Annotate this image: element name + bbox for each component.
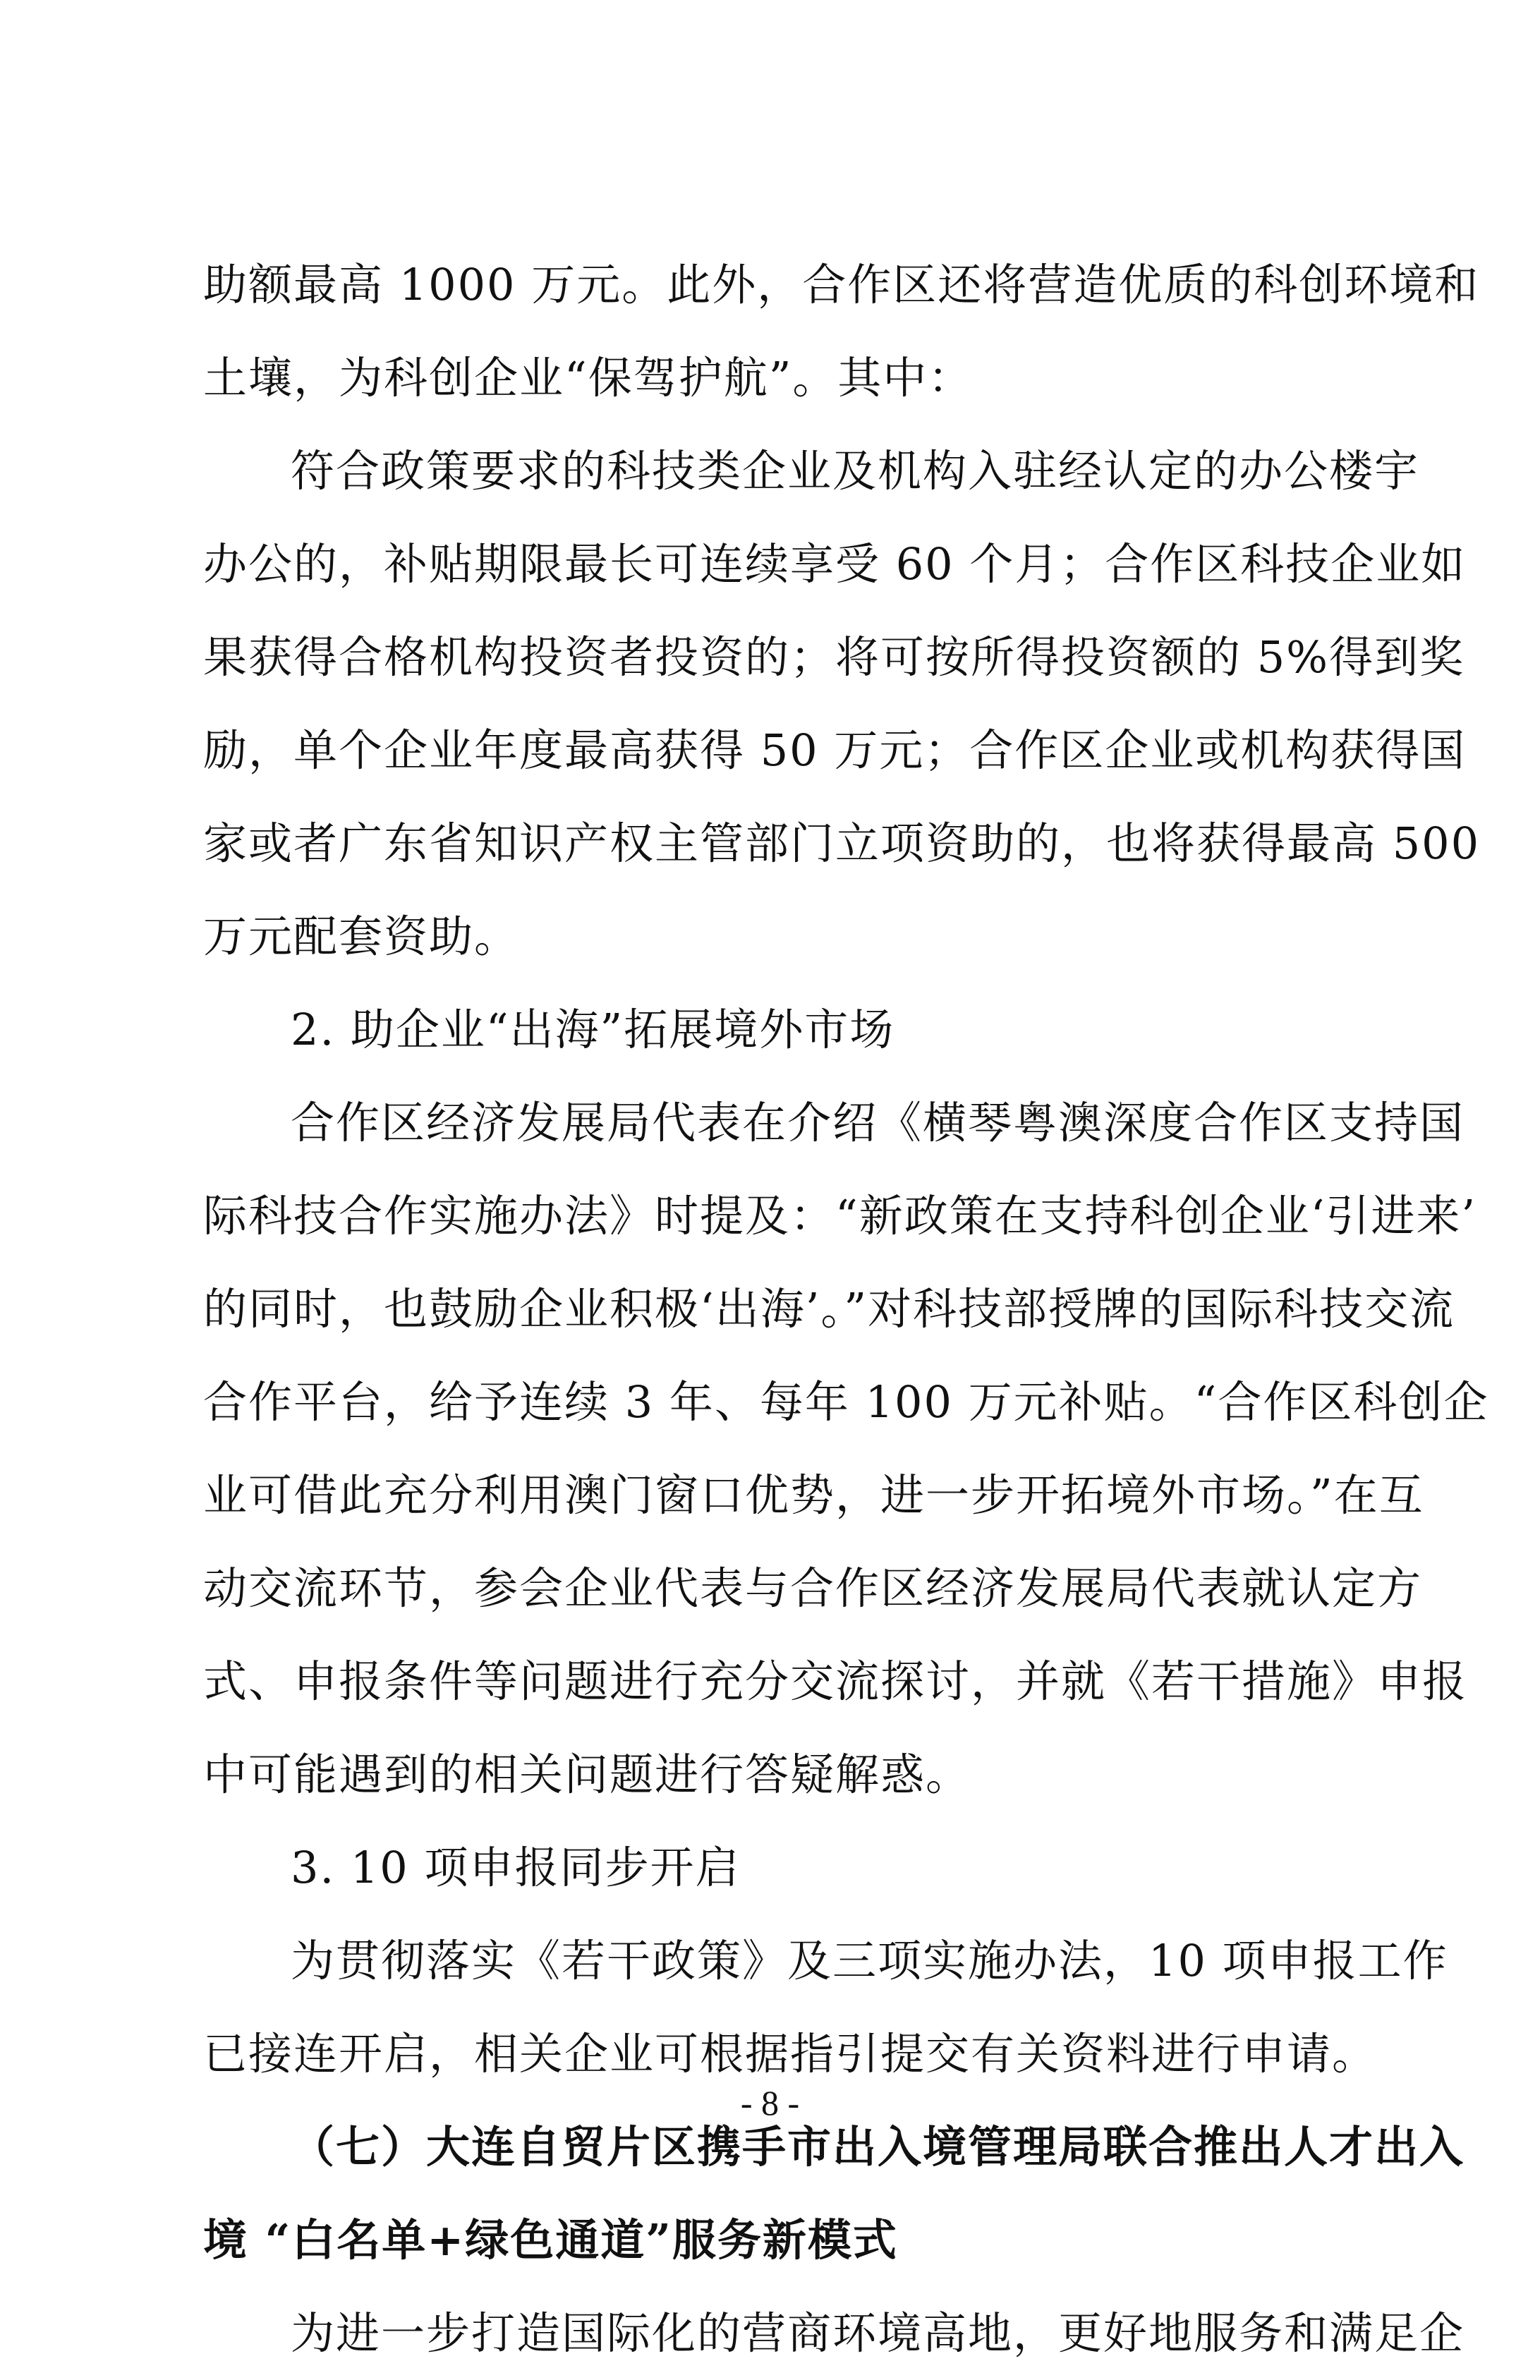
text-line: 办公的，补贴期限最长可连续享受 60 个月；合作区科技企业如 xyxy=(203,538,1467,590)
text-line: 式、申报条件等问题进行充分交流探讨，并就《若干措施》申报 xyxy=(203,1656,1468,1707)
text-line: 为贯彻落实《若干政策》及三项实施办法，10 项申报工作 xyxy=(291,1935,1448,1986)
text-line: 万元配套资助。 xyxy=(203,911,520,962)
text-line: 家或者广东省知识产权主管部门立项资助的，也将获得最高 500 xyxy=(203,818,1481,869)
text-line: 业可借此充分利用澳门窗口优势，进一步开拓境外市场。”在互 xyxy=(203,1469,1424,1521)
section-heading-7 xyxy=(203,2101,1465,2287)
text-line: 果获得合格机构投资者投资的；将可按所得投资额的 5%得到奖 xyxy=(203,631,1465,683)
text-line: 际科技合作实施办法》时提及：“新政策在支持科创企业‘引进来’ xyxy=(203,1190,1477,1241)
section-heading-text: （七）大连自贸片区携手市出入境管理局联合推出人才出入 xyxy=(291,2121,1465,2173)
paragraph-5 xyxy=(203,2287,1465,2380)
paragraph-2 xyxy=(203,425,1481,983)
subheading-text: 2. 助企业“出海”拓展境外市场 xyxy=(291,1004,895,1055)
text-line: 合作平台，给予连续 3 年、每年 100 万元补贴。“合作区科创企 xyxy=(203,1376,1489,1428)
text-line: 合作区经济发展局代表在介绍《横琴粤澳深度合作区支持国 xyxy=(291,1097,1465,1148)
subheading-text: 3. 10 项申报同步开启 xyxy=(291,1842,741,1893)
text-line: 动交流环节，参会企业代表与合作区经济发展局代表就认定方 xyxy=(203,1562,1423,1614)
text-line: 助额最高 1000 万元。此外，合作区还将营造优质的科创环境和 xyxy=(203,259,1480,310)
section-heading-text: 境 “白名单+绿色通道”服务新模式 xyxy=(203,2214,898,2266)
text-line: 励，单个企业年度最高获得 50 万元；合作区企业或机构获得国 xyxy=(203,724,1467,776)
paragraph-3 xyxy=(203,1076,1489,1821)
page-number: - 8 - xyxy=(740,2083,800,2123)
paragraph-1 xyxy=(203,238,1480,425)
paragraph-4 xyxy=(203,1914,1448,2101)
body-text xyxy=(203,238,1489,2380)
text-line: 符合政策要求的科技类企业及机构入驻经认定的办公楼宇 xyxy=(291,445,1420,497)
text-line: 中可能遇到的相关问题进行答疑解惑。 xyxy=(203,1749,971,1800)
text-line: 为进一步打造国际化的营商环境高地，更好地服务和满足企 xyxy=(291,2307,1465,2359)
subheading-3 xyxy=(203,1821,1346,1914)
text-line: 已接连开启，相关企业可根据指引提交有关资料进行申请。 xyxy=(203,2028,1378,2080)
text-line: 的同时，也鼓励企业积极‘出海’。”对科技部授牌的国际科技交流 xyxy=(203,1283,1455,1335)
subheading-2 xyxy=(203,983,1346,1076)
text-line: 土壤，为科创企业“保驾护航”。其中： xyxy=(203,352,974,403)
